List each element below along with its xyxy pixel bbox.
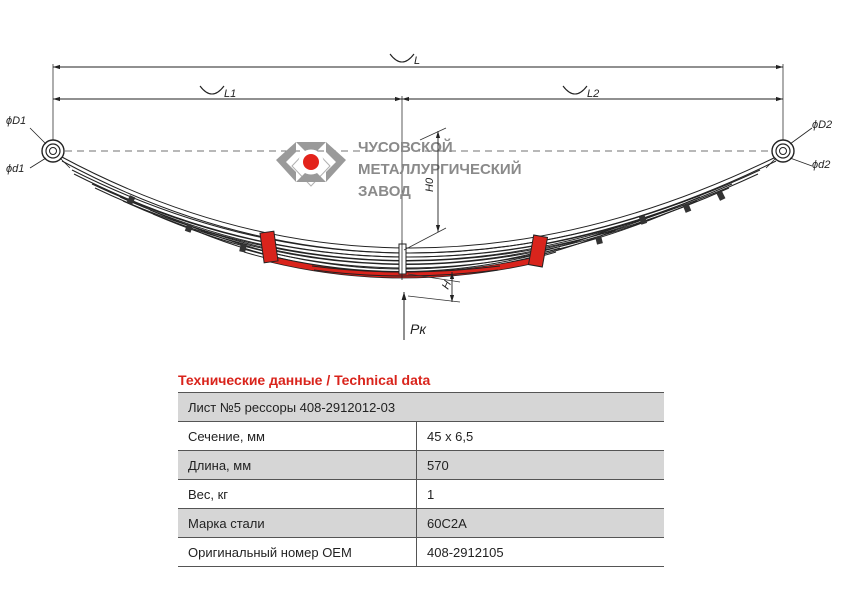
- spec-label: Вес, кг: [178, 480, 417, 509]
- eye-label-small-d1: ϕd1: [6, 163, 25, 175]
- load-label: Pк: [410, 321, 426, 337]
- spec-table: [178, 392, 664, 567]
- spec-row: [178, 422, 664, 451]
- dim-label-h0: H0: [424, 177, 436, 192]
- logo-line-2: МЕТАЛЛУРГИЧЕСКИЙ: [358, 161, 522, 178]
- spec-value: 60С2А: [417, 509, 665, 538]
- left-spring-eye: [30, 128, 70, 168]
- spec-label: Оригинальный номер OEM: [178, 538, 417, 567]
- eye-label-d2: ϕD2: [812, 119, 833, 131]
- dim-label-l2: L2: [587, 88, 600, 100]
- spec-row: [178, 509, 664, 538]
- spec-value: 1: [417, 480, 665, 509]
- dim-label-l: L: [414, 55, 421, 67]
- eye-label-d1: ϕD1: [6, 115, 27, 127]
- logo-line-3: ЗАВОД: [358, 183, 411, 200]
- dim-label-h: H: [439, 278, 455, 292]
- center-bolt: [399, 240, 406, 280]
- eye-label-small-d2: ϕd2: [812, 159, 831, 171]
- spec-row: [178, 451, 664, 480]
- dimension-overall-length: [53, 54, 783, 150]
- spec-row: [178, 538, 664, 567]
- spec-label: Длина, мм: [178, 451, 417, 480]
- company-logo: [276, 138, 522, 200]
- spec-label: Марка стали: [178, 509, 417, 538]
- logo-line-1: ЧУСОВСКОЙ: [358, 139, 453, 156]
- spec-row: [178, 480, 664, 509]
- load-arrow: [404, 292, 427, 340]
- dim-label-l1: L1: [224, 88, 237, 100]
- spec-value: 45 x 6,5: [417, 422, 665, 451]
- spec-header-row: [178, 393, 664, 422]
- spec-value: 408-2912105: [417, 538, 665, 567]
- spec-header: Лист №5 рессоры 408-2912012-03: [178, 393, 664, 422]
- spec-value: 570: [417, 451, 665, 480]
- spec-label: Сечение, мм: [178, 422, 417, 451]
- technical-data-section: [178, 370, 664, 567]
- spec-title: Технические данные / Technical data: [178, 372, 431, 388]
